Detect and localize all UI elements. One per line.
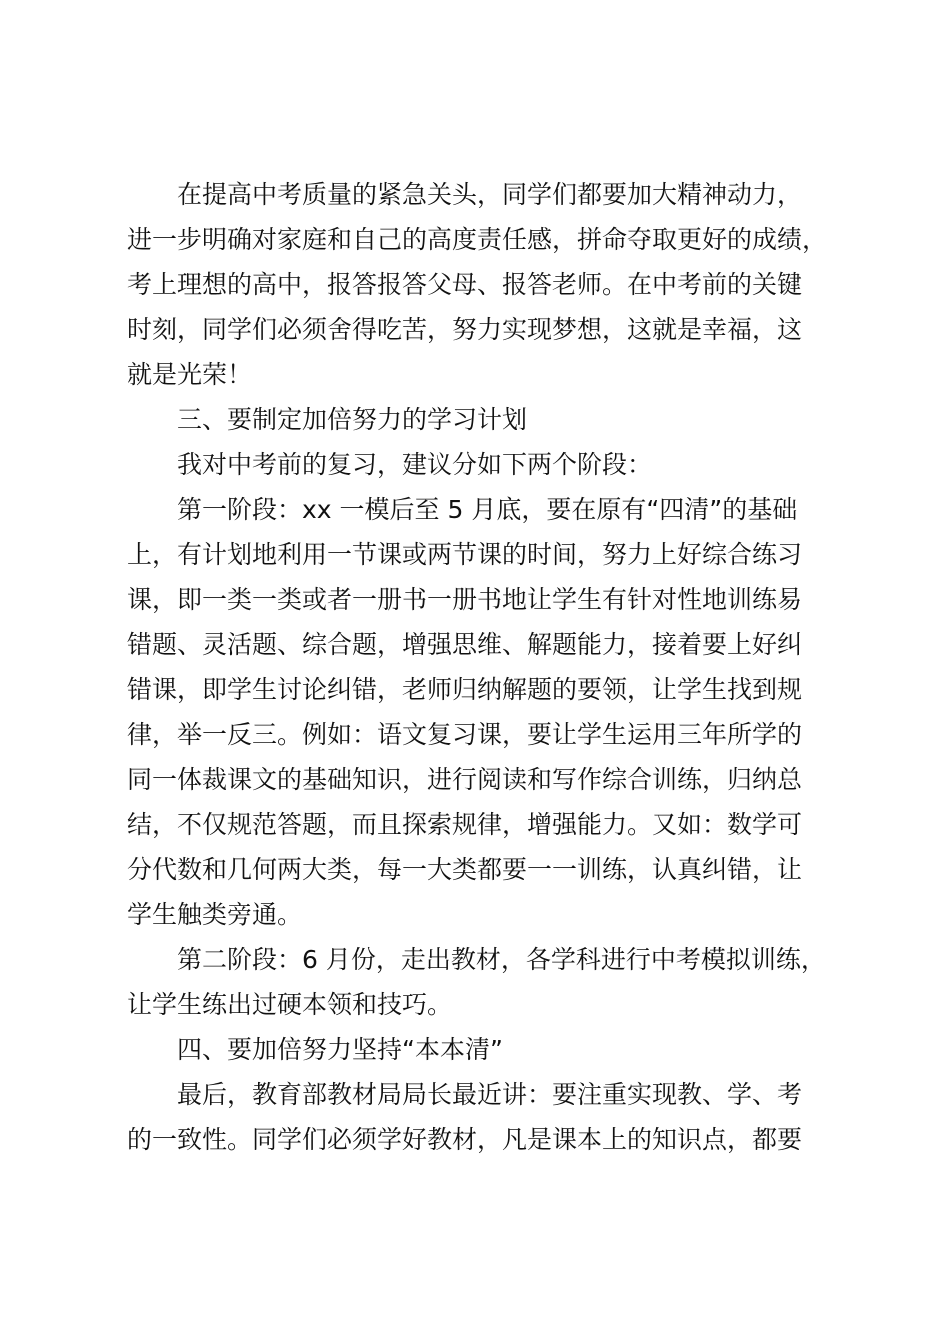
section-heading: 四、要加倍努力坚持“本本清”	[177, 1035, 503, 1064]
text-line: 就是光荣！	[127, 360, 253, 389]
paragraph-2	[127, 442, 857, 487]
text-line: 第一阶段：xx 一模后至 5 月底，要在原有“四清”的基础	[177, 495, 798, 524]
paragraph-5	[127, 1072, 857, 1162]
text-line: 错课，即学生讨论纠错，老师归纳解题的要领，让学生找到规	[127, 675, 803, 704]
text-line: 结，不仅规范答题，而且探索规律，增强能力。又如：数学可	[127, 810, 803, 839]
text-line: 分代数和几何两大类，每一大类都要一一训练，认真纠错，让	[127, 855, 803, 884]
text-line: 我对中考前的复习，建议分如下两个阶段：	[177, 450, 653, 479]
text-line: 进一步明确对家庭和自己的高度责任感，拼命夺取更好的成绩，	[127, 225, 828, 254]
text-line: 的一致性。同学们必须学好教材，凡是课本上的知识点，都要	[127, 1125, 803, 1154]
text-line: 学生触类旁通。	[127, 900, 303, 929]
text-line: 课，即一类一类或者一册书一册书地让学生有针对性地训练易	[127, 585, 803, 614]
paragraph-3	[127, 487, 857, 937]
text-line: 在提高中考质量的紧急关头，同学们都要加大精神动力，	[177, 180, 803, 209]
text-line: 让学生练出过硬本领和技巧。	[127, 990, 453, 1019]
text-line: 第二阶段：6 月份，走出教材，各学科进行中考模拟训练，	[177, 945, 826, 974]
text-line: 时刻，同学们必须舍得吃苦，努力实现梦想，这就是幸福，这	[127, 315, 803, 344]
document-body	[127, 172, 857, 1162]
text-line: 错题、灵活题、综合题，增强思维、解题能力，接着要上好纠	[127, 630, 803, 659]
text-line: 同一体裁课文的基础知识，进行阅读和写作综合训练，归纳总	[127, 765, 803, 794]
section-heading: 三、要制定加倍努力的学习计划	[177, 405, 528, 434]
text-line: 考上理想的高中，报答报答父母、报答老师。在中考前的关键	[127, 270, 803, 299]
text-line: 最后，教育部教材局局长最近讲：要注重实现教、学、考	[177, 1080, 803, 1109]
paragraph-4	[127, 937, 857, 1027]
text-line: 律，举一反三。例如：语文复习课，要让学生运用三年所学的	[127, 720, 803, 749]
section-heading-4	[127, 1027, 857, 1072]
paragraph-1	[127, 172, 857, 397]
text-line: 上，有计划地利用一节课或两节课的时间，努力上好综合练习	[127, 540, 803, 569]
section-heading-3	[127, 397, 857, 442]
